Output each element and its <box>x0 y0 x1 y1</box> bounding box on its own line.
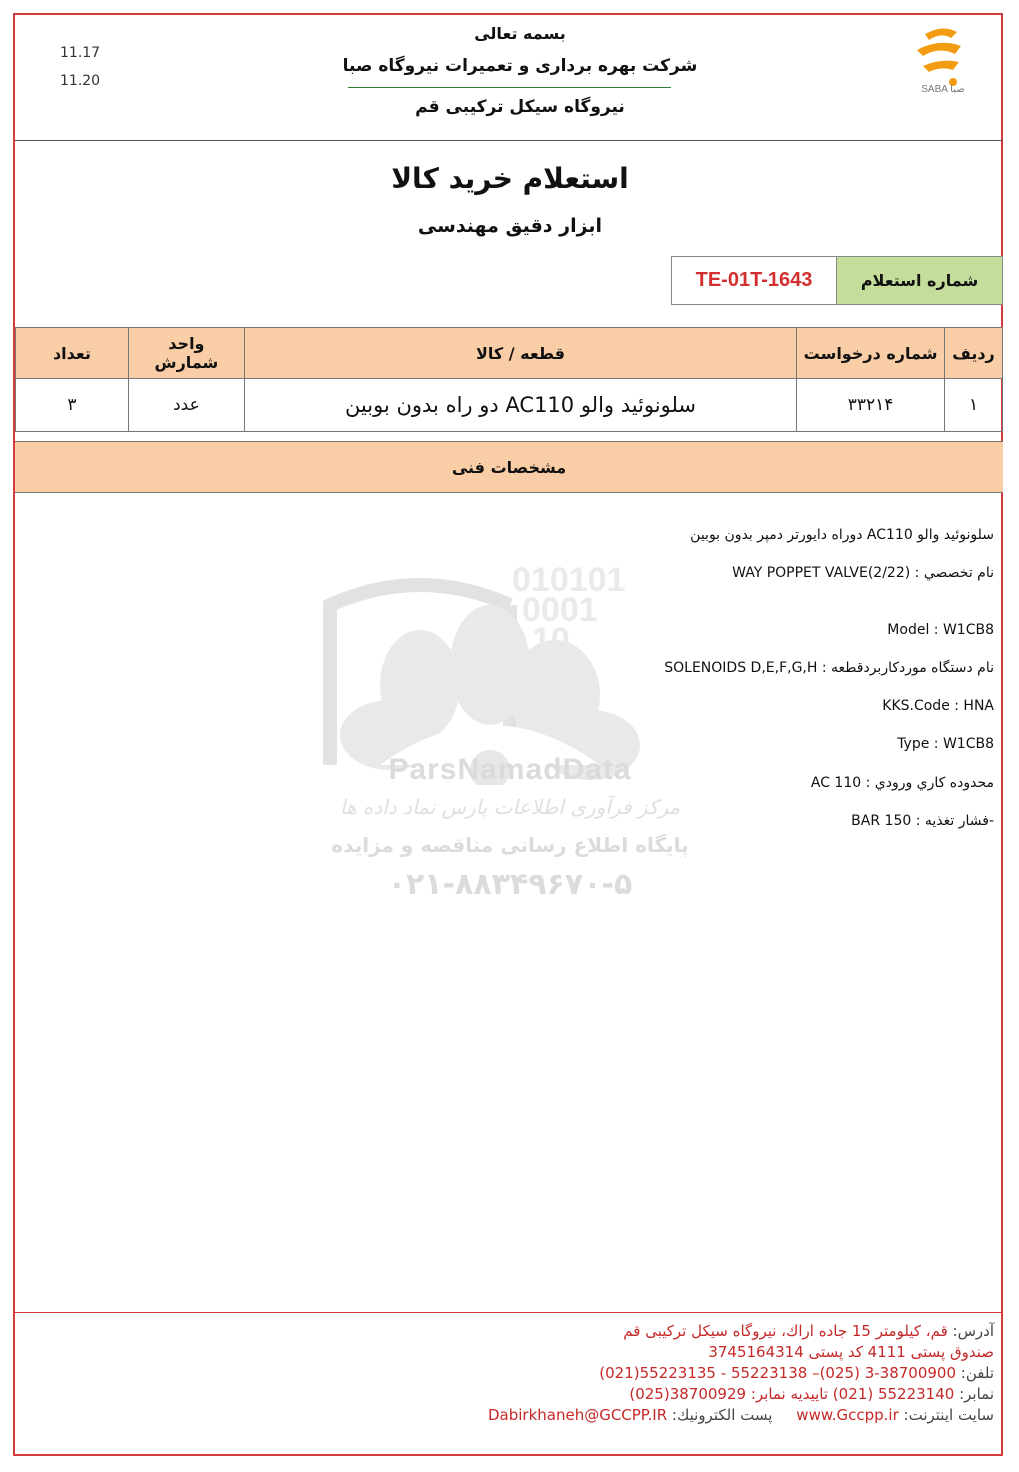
footer-pobox <box>708 1343 994 1361</box>
website-link[interactable]: www.Gccpp.ir <box>796 1406 899 1424</box>
version-line-1: 11.17 <box>60 45 101 61</box>
page-title: استعلام خرید کالا <box>391 162 629 195</box>
website-label: سایت اینترنت: <box>903 1406 994 1424</box>
spec-line: محدوده كاري ورودي : AC 110 <box>810 775 994 791</box>
watermark <box>300 561 720 915</box>
watermark-binary-1: 010101 <box>512 561 626 599</box>
cell-request-number: ۳۳۲۱۴ <box>797 379 945 432</box>
cell-item: سلونوئید والو AC110 دو راه بدون بوبین <box>244 379 796 432</box>
inquiry-number-label: شماره استعلام <box>836 256 1003 305</box>
footer-phone <box>599 1364 994 1382</box>
saba-logo <box>895 24 990 114</box>
fax-label: نمابر: <box>959 1385 994 1403</box>
watermark-binary-3: 10 <box>532 621 570 659</box>
company-name: شرکت بهره برداری و تعمیرات نیروگاه صبا <box>342 56 698 76</box>
watermark-line-1: مرکز فرآوری اطلاعات پارس نماد داده ها <box>339 795 681 819</box>
version-line-2: 11.20 <box>60 73 101 89</box>
spec-line: نام دستگاه موردكاربردقطعه : SOLENOIDS D,E,F,G,H <box>664 660 994 676</box>
email-link[interactable]: Dabirkhaneh@GCCPP.IR <box>487 1406 668 1424</box>
cell-unit: عدد <box>128 379 244 432</box>
cell-quantity: ۳ <box>16 379 129 432</box>
col-quantity: تعداد <box>16 328 129 379</box>
watermark-line-2: پایگاه اطلاع رسانی مناقصه و مزایده <box>331 833 689 857</box>
table-row <box>16 379 1003 432</box>
watermark-binary-4: 0 <box>532 651 551 689</box>
plant-name: نیروگاه سیکل ترکیبی قم <box>415 97 625 117</box>
col-unit: واحد شمارش <box>128 328 244 379</box>
table-header-row <box>16 328 1003 379</box>
spec-line: Type : W1CB8 <box>897 736 994 752</box>
bismillah: بسمه تعالی <box>474 24 566 43</box>
items-table <box>15 327 1003 432</box>
cell-row: ۱ <box>945 379 1003 432</box>
footer-address <box>623 1322 994 1340</box>
spec-line: -فشار تغذيه : BAR 150 <box>851 813 994 829</box>
col-request-number: شماره درخواست <box>797 328 945 379</box>
spec-line: KKS.Code : HNA <box>882 698 994 714</box>
header-bottom-rule <box>15 140 1003 141</box>
phone-label: تلفن: <box>960 1364 994 1382</box>
page-subtitle: ابزار دقیق مهندسی <box>417 215 603 237</box>
footer-divider <box>15 1312 1003 1313</box>
address-value: قم، کیلومتر 15 جاده اراك، نیروگاه سیکل ترکیبی قم <box>623 1322 948 1340</box>
footer-fax <box>629 1385 994 1403</box>
address-label: آدرس: <box>952 1322 994 1340</box>
phone-value: 38700900-3 (025)– 55223138 - 55223135(021) <box>599 1364 957 1382</box>
pobox-value: صندوق پستی 4111 کد پستی 3745164314 <box>708 1343 994 1361</box>
footer-web <box>488 1406 994 1424</box>
col-item: قطعه / کالا <box>244 328 796 379</box>
logo-text: SABA صبا <box>921 84 965 95</box>
col-row: ردیف <box>945 328 1003 379</box>
watermark-binary-2: 0001 <box>522 591 598 629</box>
fax-value: 55223140 (021) تاییدیه نمابر: 38700929(025) <box>629 1385 955 1403</box>
header-divider <box>348 87 671 88</box>
spec-line: Model : W1CB8 <box>887 622 994 638</box>
watermark-phone: ۰۲۱-۸۸۳۴۹۶۷۰-۵ <box>387 867 633 902</box>
inquiry-number-value: TE-01T-1643 <box>671 256 837 305</box>
watermark-flower <box>300 561 720 785</box>
email-label: پست الکترونیك: <box>671 1406 773 1424</box>
spec-line: نام تخصصي : WAY POPPET VALVE(2/22) <box>732 565 994 581</box>
spec-line: سلونوئيد والو AC110 دوراه دايورتر دمپر بدون بوبين <box>690 527 994 543</box>
specs-heading: مشخصات فنی <box>15 441 1003 493</box>
watermark-brand: ParsNamadData <box>388 753 632 786</box>
